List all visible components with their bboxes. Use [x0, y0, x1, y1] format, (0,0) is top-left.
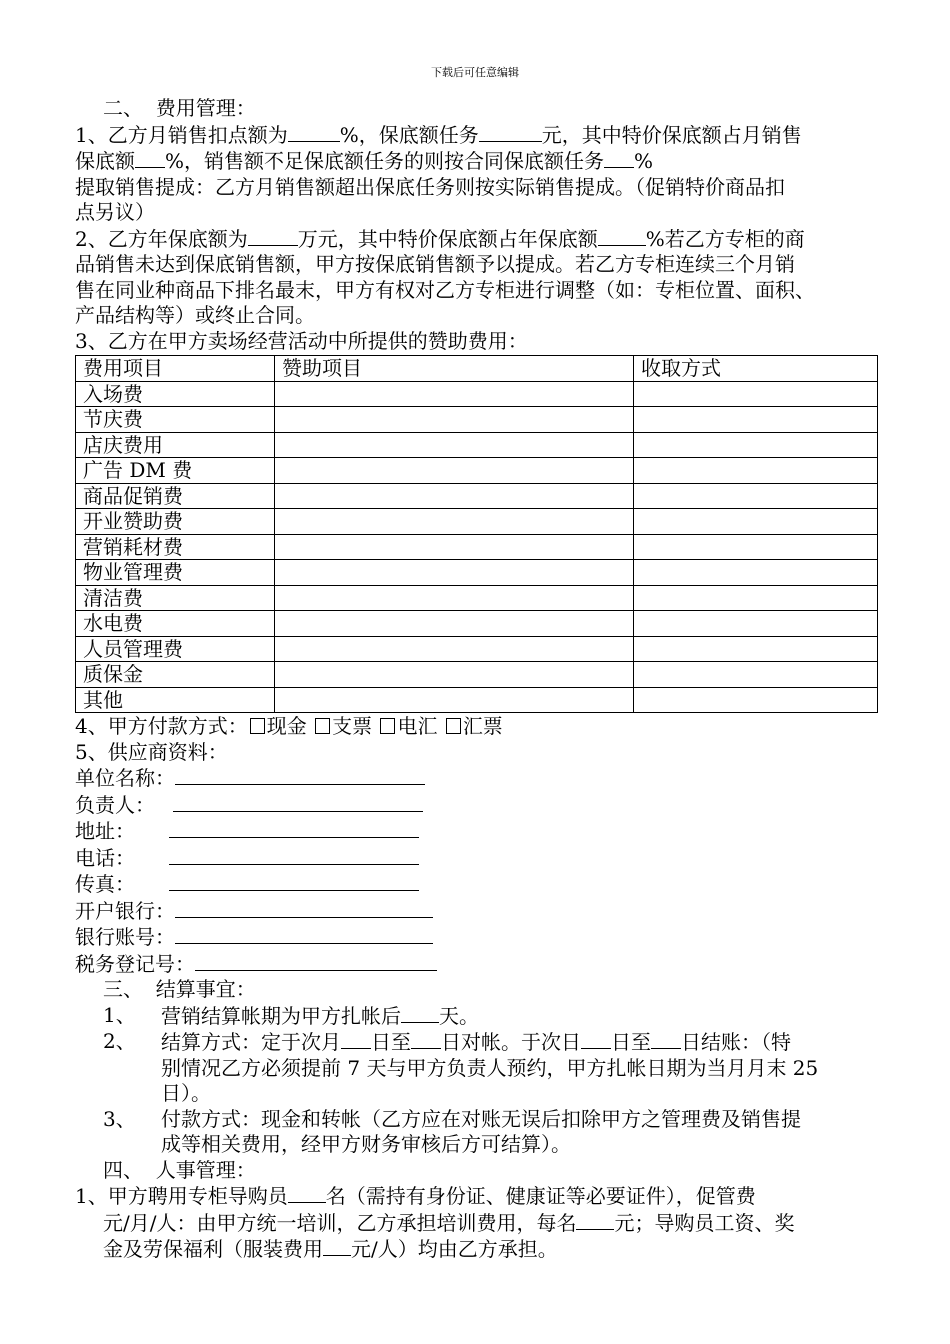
section-4-heading: 四、 人事管理： [103, 1157, 256, 1182]
method-cell[interactable] [634, 458, 878, 484]
payment-method-line: 4、甲方付款方式： 现金 支票 电汇 汇票 [75, 714, 503, 738]
fee-name: 人员管理费 [76, 636, 275, 662]
supplier-field-address: 地址： [75, 818, 881, 845]
fee-name: 物业管理费 [76, 560, 275, 586]
document-body [75, 96, 881, 1263]
supplier-heading: 5、供应商资料： [75, 739, 228, 764]
clause-4-1-line-1: 1、甲方聘用专柜导购员 名（需持有身份证、健康证等必要证件），促管费 [75, 1184, 756, 1208]
fax-input[interactable] [169, 871, 419, 891]
method-cell[interactable] [634, 432, 878, 458]
clause-4-1-line-2: 元/月/人：由甲方统一培训，乙方承担培训费用，每名 元；导购员工资、奖 [103, 1210, 795, 1235]
sponsor-cell[interactable] [275, 534, 634, 560]
table-row [76, 687, 878, 713]
section-2-heading: 二、 费用管理： [103, 96, 256, 120]
table-row [76, 662, 878, 688]
page-header-note: 下载后可任意编辑 [431, 66, 519, 79]
fee-name: 水电费 [76, 611, 275, 637]
fee-name: 广告 DM 费 [76, 458, 275, 484]
payment-method-label: 4、甲方付款方式： [75, 714, 248, 738]
table-row [76, 432, 878, 458]
blank-settle-end[interactable] [651, 1029, 681, 1049]
tax-registration-input[interactable] [195, 951, 437, 971]
supplier-field-bank: 开户银行： [75, 898, 881, 925]
settlement-item-2: 2、 结算方式：定于次月 日至 日对帐。于次日 日至 日结账：（特 别情况乙方必须提前 7 天与甲方负责人预约，甲方扎帐日期为当月月末 25 日）。 [103, 1029, 819, 1105]
column-header-collection-method: 收取方式 [634, 356, 878, 382]
supplier-field-phone: 电话： [75, 845, 881, 872]
method-cell[interactable] [634, 381, 878, 407]
bank-name-input[interactable] [175, 898, 433, 918]
table-row [76, 407, 878, 433]
sponsor-cell[interactable] [275, 611, 634, 637]
method-cell[interactable] [634, 687, 878, 713]
fee-name: 开业赞助费 [76, 509, 275, 535]
table-row [76, 611, 878, 637]
method-cell[interactable] [634, 585, 878, 611]
method-cell[interactable] [634, 407, 878, 433]
sponsor-cell[interactable] [275, 509, 634, 535]
sponsor-cell[interactable] [275, 636, 634, 662]
checkbox-wire-transfer[interactable] [380, 718, 395, 734]
table-row [76, 585, 878, 611]
clause-2-2-line-2: 品销售未达到保底销售额，甲方按保底销售额予以提成。若乙方专柜连续三个月销 [75, 252, 795, 276]
clause-2-2-line-3: 售在同业种商品下排名最末，甲方有权对乙方专柜进行调整（如：专柜位置、面积、 [75, 277, 815, 302]
table-row [76, 381, 878, 407]
column-header-fee-item: 费用项目 [76, 356, 275, 382]
clause-2-1-line-3: 提取销售提成：乙方月销售额超出保底任务则按实际销售提成。（促销特价商品扣 [75, 174, 785, 199]
blank-annual-guarantee[interactable] [248, 226, 298, 246]
checkbox-check[interactable] [315, 718, 330, 734]
fee-name: 营销耗材费 [76, 534, 275, 560]
supplier-field-contact: 负责人： [75, 792, 881, 819]
table-row [76, 636, 878, 662]
fee-name: 质保金 [76, 662, 275, 688]
sponsor-cell[interactable] [275, 458, 634, 484]
blank-settlement-days[interactable] [401, 1003, 439, 1023]
sponsor-cell[interactable] [275, 483, 634, 509]
column-header-sponsor-item: 赞助项目 [275, 356, 634, 382]
table-row [76, 509, 878, 535]
blank-reconcile-start[interactable] [341, 1029, 371, 1049]
checkbox-cash[interactable] [250, 718, 265, 734]
section-3-heading: 三、 结算事宜： [103, 977, 256, 1001]
blank-task-percent[interactable] [604, 148, 634, 168]
supplier-field-fax: 传真： [75, 871, 881, 898]
sponsor-cell[interactable] [275, 585, 634, 611]
sponsor-cell[interactable] [275, 662, 634, 688]
table-row [76, 458, 878, 484]
sponsor-cell[interactable] [275, 432, 634, 458]
settlement-item-3: 3、 付款方式：现金和转帐（乙方应在对账无误后扣除甲方之管理费及销售提 成等相关费用，经甲方财务审核后方可结算）。 [103, 1106, 801, 1156]
blank-guarantee-task[interactable] [479, 122, 542, 142]
sponsorship-fee-table [75, 355, 878, 713]
method-cell[interactable] [634, 560, 878, 586]
method-cell[interactable] [634, 509, 878, 535]
bank-account-input[interactable] [175, 924, 433, 944]
address-input[interactable] [169, 818, 419, 838]
clause-2-3: 3、乙方在甲方卖场经营活动中所提供的赞助费用： [75, 328, 528, 353]
method-cell[interactable] [634, 662, 878, 688]
blank-settle-start[interactable] [581, 1029, 611, 1049]
fee-name: 其他 [76, 687, 275, 713]
table-row [76, 560, 878, 586]
clause-2-1-line-4: 点另议） [75, 200, 155, 224]
blank-guide-count[interactable] [288, 1183, 326, 1203]
method-cell[interactable] [634, 611, 878, 637]
clause-2-2-line-4: 产品结构等）或终止合同。 [75, 303, 315, 327]
company-name-input[interactable] [175, 765, 425, 785]
fee-name: 清洁费 [76, 585, 275, 611]
table-row [76, 483, 878, 509]
clause-4-1-line-3: 金及劳保福利（服装费用 元/人）均由乙方承担。 [103, 1237, 558, 1261]
clause-2-1-line-1: 1、乙方月销售扣点额为 %，保底额任务 元，其中特价保底额占月销售 [75, 122, 802, 147]
blank-uniform-fee[interactable] [323, 1236, 351, 1256]
method-cell[interactable] [634, 636, 878, 662]
fee-name: 店庆费用 [76, 432, 275, 458]
sponsor-cell[interactable] [275, 687, 634, 713]
blank-reconcile-end[interactable] [411, 1029, 441, 1049]
sponsor-cell[interactable] [275, 560, 634, 586]
table-row [76, 534, 878, 560]
table-header-row [76, 356, 878, 382]
sponsor-cell[interactable] [275, 407, 634, 433]
fee-name: 商品促销费 [76, 483, 275, 509]
fee-name: 节庆费 [76, 407, 275, 433]
contact-person-input[interactable] [173, 792, 423, 812]
checkbox-draft[interactable] [446, 718, 461, 734]
fee-name: 入场费 [76, 381, 275, 407]
supplier-field-tax: 税务登记号： [75, 951, 881, 978]
settlement-item-1: 1、 营销结算帐期为甲方扎帐后 天。 [103, 1002, 479, 1028]
method-cell[interactable] [634, 534, 878, 560]
blank-annual-special-share[interactable] [598, 226, 646, 246]
clause-2-2-line-1: 2、乙方年保底额为 万元，其中特价保底额占年保底额 %若乙方专柜的商 [75, 226, 805, 251]
clause-2-1-line-2: 保底额 %，销售额不足保底额任务的则按合同保底额任务 % [75, 149, 654, 173]
blank-training-fee[interactable] [576, 1210, 614, 1230]
supplier-field-account: 银行账号： [75, 924, 881, 951]
supplier-field-company: 单位名称： [75, 765, 881, 792]
blank-deduction-rate[interactable] [288, 122, 340, 142]
phone-input[interactable] [169, 845, 419, 865]
method-cell[interactable] [634, 483, 878, 509]
sponsor-cell[interactable] [275, 381, 634, 407]
blank-special-share[interactable] [135, 148, 165, 168]
